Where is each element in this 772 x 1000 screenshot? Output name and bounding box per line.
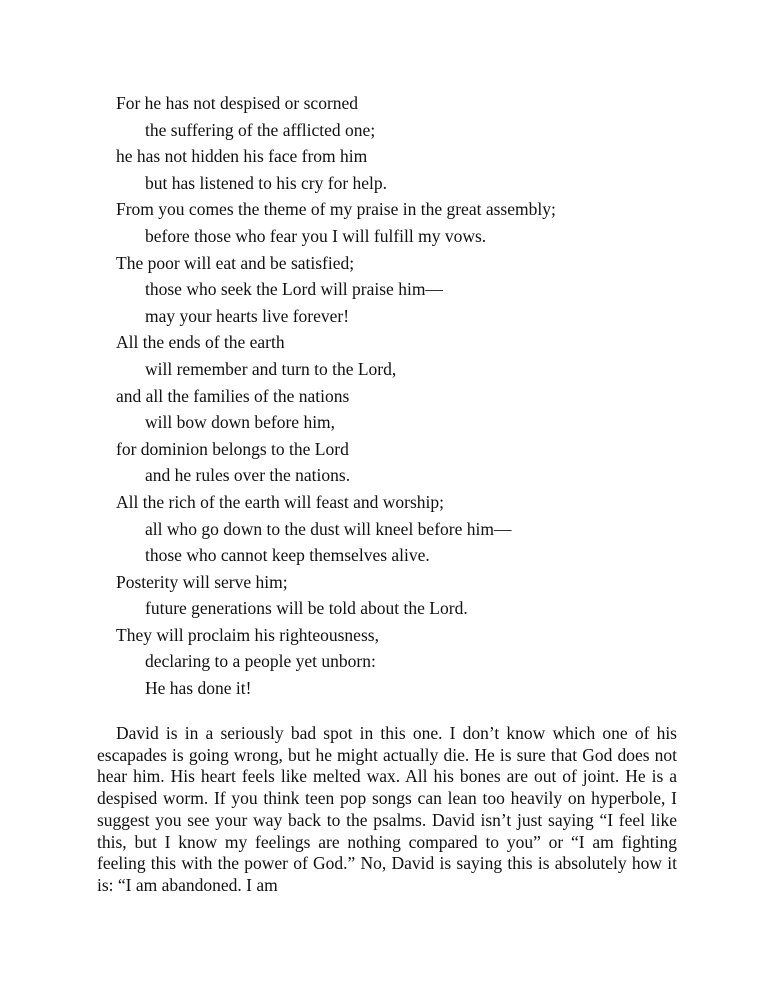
poem-line-indented: future generations will be told about the Lord.	[145, 598, 468, 619]
poem-line-indented: all who go down to the dust will kneel before him—	[145, 518, 512, 539]
poem-line: he has not hidden his face from him	[116, 146, 368, 167]
poem-line-indented: He has done it!	[145, 678, 252, 699]
poem-line: They will proclaim his righteousness,	[116, 624, 379, 645]
poem-line: for dominion belongs to the Lord	[116, 438, 349, 459]
poem-line-indented: will bow down before him,	[145, 412, 336, 433]
poem-line-indented: those who seek the Lord will praise him—	[145, 279, 443, 300]
poem-line: All the rich of the earth will feast and worship;	[116, 491, 445, 512]
poem-line: and all the families of the nations	[116, 385, 350, 406]
poem-line-indented: those who cannot keep themselves alive.	[145, 545, 430, 566]
poem-line-indented: before those who fear you I will fulfill my vows.	[145, 225, 487, 246]
poem-line: For he has not despised or scorned	[116, 93, 359, 113]
poem-line-indented: will remember and turn to the Lord,	[145, 358, 397, 379]
poem-line-indented: and he rules over the nations.	[145, 465, 351, 486]
poem-line: Posterity will serve him;	[116, 571, 288, 592]
poem-line-indented: the suffering of the afflicted one;	[145, 119, 376, 140]
poem-line: All the ends of the earth	[116, 332, 285, 353]
poem-line-indented: but has listened to his cry for help.	[145, 172, 388, 193]
poem-line-indented: declaring to a people yet unborn:	[145, 651, 376, 672]
poem-line: From you comes the theme of my praise in the great assembly;	[116, 199, 556, 220]
psalm-verse-block	[116, 90, 716, 702]
poem-line-indented: may your hearts live forever!	[145, 305, 350, 326]
poem-line: The poor will eat and be satisfied;	[116, 252, 355, 273]
commentary-paragraph: David is in a seriously bad spot in this one. I don’t know which one of his escapades is going wrong, but he might actually die. He is sure that God does not hear him. His heart feels like melted wax. All his bones are out of joint. He is a despised worm. If you think teen pop songs can lean too heavily on hyperbole, I suggest you see your way back to the psalms. David isn’t just saying “I feel like this, but I know my feelings are nothing compared to you” or “I am fighting feeling this with the power of God.” No, David is saying this is absolutely how it is: “I am abandoned. I am	[97, 723, 677, 895]
